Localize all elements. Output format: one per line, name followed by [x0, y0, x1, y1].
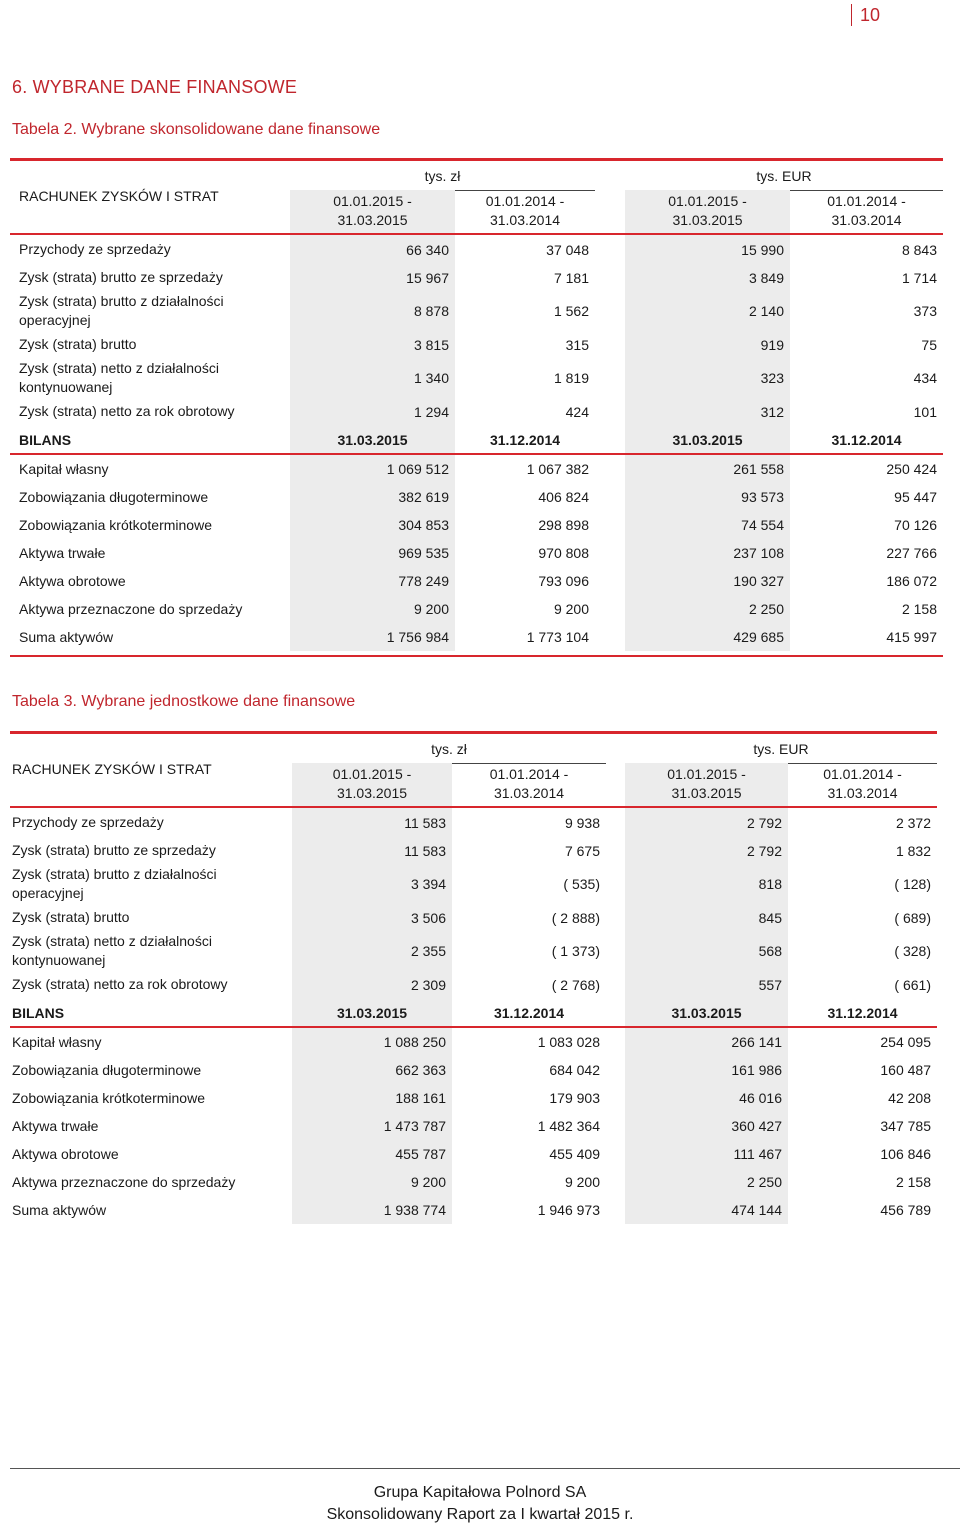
rz-section-title: RACHUNEK ZYSKÓW I STRAT: [19, 188, 219, 204]
header-rule: [10, 806, 937, 808]
cell-value: 415 997: [886, 629, 937, 645]
cell-value: 3 815: [413, 336, 449, 353]
cell-value: 179 903: [549, 1090, 600, 1106]
row-label: Aktywa trwałe: [12, 1118, 99, 1134]
cell-value: 298 898: [538, 517, 589, 533]
period-header: 31.03.2014: [489, 212, 561, 228]
cell-value: ( 328): [894, 943, 931, 959]
row-label: Kapitał własny: [12, 1034, 102, 1050]
cell-value: 2 158: [901, 601, 937, 617]
cell-value: 1 714: [901, 269, 937, 286]
table-bottom-rule: [10, 655, 943, 657]
cell-value: ( 1 373): [551, 943, 600, 959]
cell-value: 919: [760, 336, 784, 353]
cell-value: 266 141: [731, 1034, 782, 1050]
cell-value: 93 573: [741, 489, 784, 505]
cell-value: 227 766: [886, 545, 937, 561]
cell-value: 9 200: [410, 1174, 446, 1190]
row-label: Zysk (strata) netto z działalności kontynuowanej: [12, 933, 212, 968]
bilans-section-title: BILANS: [19, 432, 72, 448]
period-header: 01.01.2014 -: [827, 193, 906, 209]
cell-value: 2 792: [746, 814, 782, 831]
row-label: Aktywa przeznaczone do sprzedaży: [19, 601, 243, 617]
cell-value: 254 095: [880, 1034, 931, 1050]
table-top-rule: [10, 158, 943, 161]
row-label: Zysk (strata) brutto z działalności operacyjnej: [12, 866, 217, 901]
cell-value: 970 808: [538, 545, 589, 561]
cell-value: 429 685: [733, 629, 784, 645]
period-header: 01.01.2015 -: [332, 766, 412, 782]
rz-section-title: RACHUNEK ZYSKÓW I STRAT: [12, 761, 212, 777]
period-header: 01.01.2014 -: [489, 766, 569, 782]
cell-value: 315: [565, 336, 589, 353]
row-label: Zysk (strata) brutto ze sprzedaży: [12, 842, 216, 858]
footer-company: Grupa Kapitałowa Polnord SA: [373, 1484, 587, 1501]
row-label: Aktywa obrotowe: [19, 573, 126, 589]
cell-value: 1 832: [895, 842, 931, 859]
cell-value: 250 424: [886, 461, 937, 477]
bilans-date: 31.12.2014: [489, 432, 561, 448]
cell-value: 1 562: [553, 303, 589, 319]
cell-value: 3 849: [748, 269, 784, 286]
cell-value: 7 675: [564, 842, 600, 859]
period-header: 31.03.2015: [336, 785, 408, 801]
period-header: 31.03.2014: [493, 785, 565, 801]
cell-value: 1 819: [553, 370, 589, 386]
period-header: 01.01.2015 -: [668, 193, 747, 209]
cell-value: 9 200: [564, 1174, 600, 1190]
cell-value: 9 938: [564, 814, 600, 831]
cell-value: 9 200: [553, 601, 589, 617]
bilans-rule: [10, 453, 943, 455]
period-header: 31.03.2014: [831, 212, 902, 228]
cell-value: 42 208: [888, 1090, 931, 1106]
row-label: Przychody ze sprzedaży: [19, 241, 171, 257]
cell-value: 455 787: [395, 1146, 446, 1162]
cell-value: 1 340: [413, 370, 449, 386]
cell-value: 1 482 364: [537, 1118, 600, 1134]
page-number: 10: [851, 4, 880, 26]
cell-value: 9 200: [413, 601, 449, 617]
period-header: 31.03.2015: [671, 785, 742, 801]
cell-value: 818: [758, 876, 782, 892]
cell-value: 111 467: [733, 1146, 782, 1162]
cell-value: 1 938 774: [383, 1202, 446, 1218]
cell-value: 106 846: [880, 1146, 931, 1162]
cell-value: 46 016: [739, 1090, 782, 1106]
row-label: Przychody ze sprzedaży: [12, 814, 164, 830]
cell-value: 3 394: [410, 876, 446, 892]
cell-value: 2 372: [895, 814, 931, 831]
bilans-date: 31.03.2015: [337, 432, 408, 448]
cell-value: 360 427: [731, 1118, 782, 1134]
row-label: Suma aktywów: [19, 629, 114, 645]
period-header: 01.01.2014 -: [485, 193, 565, 209]
section-heading: 6. WYBRANE DANE FINANSOWE: [12, 77, 298, 97]
cell-value: 186 072: [886, 573, 937, 589]
cell-value: 474 144: [731, 1202, 782, 1218]
cell-value: 261 558: [733, 461, 784, 477]
cell-value: ( 2 888): [551, 909, 600, 926]
cell-value: ( 661): [894, 976, 931, 993]
cell-value: 160 487: [880, 1062, 931, 1078]
row-label: Aktywa przeznaczone do sprzedaży: [12, 1174, 236, 1190]
cell-value: 101: [913, 403, 937, 420]
cell-value: 1 946 973: [537, 1202, 600, 1218]
bilans-date: 31.03.2015: [672, 432, 743, 448]
cell-value: 7 181: [553, 269, 589, 286]
cell-value: ( 689): [894, 909, 931, 926]
unit-pln: tys. zł: [431, 741, 467, 757]
row-label: Zobowiązania długoterminowe: [12, 1062, 202, 1078]
cell-value: 793 096: [538, 573, 589, 589]
cell-value: 37 048: [546, 241, 589, 258]
cell-value: 3 506: [410, 909, 446, 926]
cell-value: 1 473 787: [383, 1118, 446, 1134]
cell-value: 161 986: [731, 1062, 782, 1078]
table-top-rule: [10, 731, 937, 734]
cell-value: 2 309: [410, 976, 446, 993]
table-caption: Tabela 3. Wybrane jednostkowe dane finansowe: [12, 693, 356, 710]
cell-value: 455 409: [549, 1146, 600, 1162]
row-label: Zysk (strata) brutto z działalności operacyjnej: [19, 293, 224, 328]
row-label: Zysk (strata) brutto: [12, 909, 130, 925]
period-header: 01.01.2015 -: [667, 766, 746, 782]
cell-value: 304 853: [398, 517, 449, 533]
cell-value: 2 355: [410, 943, 446, 959]
cell-value: 11 583: [404, 842, 446, 859]
cell-value: 662 363: [395, 1062, 446, 1078]
cell-value: 845: [758, 909, 782, 926]
cell-value: 434: [913, 370, 937, 386]
cell-value: 2 250: [746, 1174, 782, 1190]
cell-value: 424: [565, 403, 589, 420]
cell-value: 684 042: [549, 1062, 600, 1078]
bilans-date: 31.03.2015: [336, 1005, 408, 1021]
bilans-date: 31.03.2015: [671, 1005, 742, 1021]
cell-value: 1 067 382: [526, 461, 589, 477]
cell-value: 75: [921, 336, 937, 353]
bilans-date: 31.12.2014: [493, 1005, 565, 1021]
footer-divider: [10, 1468, 960, 1469]
cell-value: 1 083 028: [537, 1034, 600, 1050]
period-header: 01.01.2015 -: [333, 193, 412, 209]
cell-value: 11 583: [404, 814, 446, 831]
row-label: Zysk (strata) netto z działalności kontynuowanej: [19, 360, 219, 395]
cell-value: 778 249: [398, 573, 449, 589]
row-label: Zobowiązania krótkoterminowe: [19, 517, 212, 533]
period-header: 31.03.2014: [827, 785, 898, 801]
row-label: Kapitał własny: [19, 461, 109, 477]
unit-eur: tys. EUR: [753, 741, 809, 757]
cell-value: 15 967: [406, 269, 449, 286]
row-label: Suma aktywów: [12, 1202, 107, 1218]
cell-value: 1 088 250: [383, 1034, 446, 1050]
header-rule: [10, 233, 943, 235]
cell-value: ( 128): [894, 876, 931, 892]
cell-value: 406 824: [538, 489, 589, 505]
footer-report: Skonsolidowany Raport za I kwartał 2015 r.: [326, 1506, 634, 1523]
row-label: Zobowiązania krótkoterminowe: [12, 1090, 205, 1106]
unit-pln: tys. zł: [424, 168, 461, 184]
cell-value: 8 878: [413, 303, 449, 319]
cell-value: 347 785: [880, 1118, 931, 1134]
bilans-date: 31.12.2014: [827, 1005, 898, 1021]
period-header: 31.03.2015: [672, 212, 743, 228]
cell-value: 382 619: [398, 489, 449, 505]
cell-value: 312: [760, 403, 784, 420]
bilans-section-title: BILANS: [12, 1005, 65, 1021]
bilans-date: 31.12.2014: [831, 432, 902, 448]
cell-value: ( 535): [563, 876, 600, 892]
cell-value: 190 327: [733, 573, 784, 589]
cell-value: 74 554: [741, 517, 784, 533]
cell-value: 456 789: [880, 1202, 931, 1218]
cell-value: 237 108: [733, 545, 784, 561]
cell-value: 373: [913, 303, 937, 319]
cell-value: 2 250: [748, 601, 784, 617]
row-label: Zysk (strata) netto za rok obrotowy: [19, 403, 235, 419]
cell-value: 568: [758, 943, 782, 959]
table-caption: Tabela 2. Wybrane skonsolidowane dane finansowe: [12, 121, 381, 138]
cell-value: 1 773 104: [526, 629, 589, 645]
cell-value: 323: [760, 370, 784, 386]
cell-value: 969 535: [398, 545, 449, 561]
cell-value: 95 447: [894, 489, 937, 505]
row-label: Zobowiązania długoterminowe: [19, 489, 209, 505]
period-header: 01.01.2014 -: [823, 766, 902, 782]
cell-value: 2 158: [895, 1174, 931, 1190]
cell-value: 15 990: [741, 241, 784, 258]
cell-value: 1 069 512: [386, 461, 449, 477]
row-label: Zysk (strata) netto za rok obrotowy: [12, 976, 228, 992]
row-label: Zysk (strata) brutto: [19, 336, 137, 352]
cell-value: 8 843: [901, 241, 937, 258]
cell-value: 70 126: [894, 517, 937, 533]
cell-value: ( 2 768): [551, 976, 600, 993]
cell-value: 2 792: [746, 842, 782, 859]
cell-value: 1 294: [413, 403, 449, 420]
row-label: Aktywa obrotowe: [12, 1146, 119, 1162]
row-label: Aktywa trwałe: [19, 545, 106, 561]
cell-value: 1 756 984: [386, 629, 449, 645]
cell-value: 66 340: [406, 241, 449, 258]
row-label: Zysk (strata) brutto ze sprzedaży: [19, 269, 223, 285]
bilans-rule: [10, 1026, 937, 1028]
unit-eur: tys. EUR: [756, 168, 812, 184]
cell-value: 2 140: [748, 303, 784, 319]
period-header: 31.03.2015: [337, 212, 408, 228]
cell-value: 557: [758, 976, 782, 993]
cell-value: 188 161: [395, 1090, 446, 1106]
